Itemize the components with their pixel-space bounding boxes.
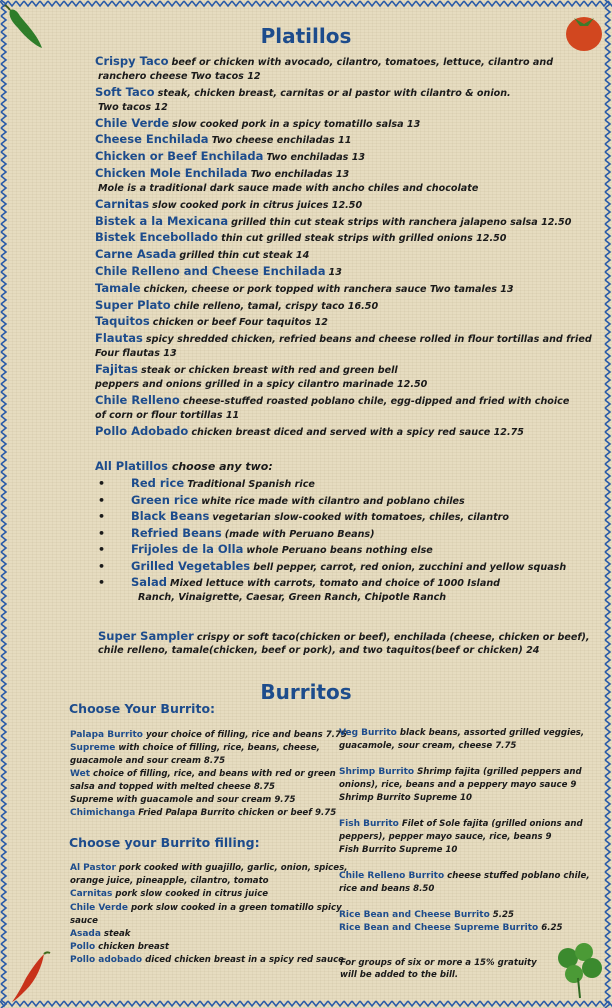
platillo-name: Pollo Adobado (95, 423, 189, 438)
burrito-specialty (339, 831, 552, 843)
side-name: Black Beans (131, 509, 210, 523)
platillo-desc: steak or chicken breast with red and green bell (141, 365, 398, 376)
side-desc: (made with Peruano Beans) (224, 528, 375, 540)
platillo-desc2: Two tacos 12 (98, 101, 168, 113)
platillo-name: Soft Taco (95, 84, 155, 99)
platillo-desc: chicken or beef Four taquitos 12 (152, 317, 328, 329)
top-border (0, 0, 612, 8)
platillo-name: Taquitos (95, 314, 150, 329)
burrito-filling (70, 941, 169, 953)
burrito-specialty (339, 792, 472, 804)
choose-filling-heading: Choose your Burrito filling: (69, 835, 260, 850)
burrito-specialty-desc: Fish Burrito Supreme 10 (339, 845, 458, 855)
platillos-title: Platillos (260, 24, 352, 48)
burrito-specialty (339, 727, 584, 739)
platillo-desc: grilled thin cut steak 14 (179, 250, 310, 262)
platillo-name: Chile Relleno (95, 392, 180, 407)
burrito-option-desc: salsa and topped with melted cheese 8.75 (70, 782, 276, 792)
burrito-option (70, 781, 275, 793)
burrito-specialty-desc: 6.25 (538, 923, 563, 933)
platillo-desc: slow cooked pork in a spicy tomatillo salsa 13 (172, 118, 421, 130)
platillo-name: Crispy Taco (95, 54, 169, 68)
side-item (131, 510, 509, 524)
burrito-specialty-name: Chile Relleno Burrito (339, 871, 445, 881)
platillo-desc: Two enchiladas 13 (250, 169, 350, 180)
platillo-desc: grilled thin cut steak strips with ranchera jalapeno salsa 12.50 (231, 216, 572, 228)
red-chile-icon (8, 950, 52, 1006)
platillo-name: Flautas (95, 331, 143, 346)
burrito-filling (70, 915, 98, 927)
bullet-icon: • (98, 543, 106, 556)
platillo-name: Cheese Enchilada (95, 132, 209, 147)
platillo-item (95, 133, 351, 147)
burrito-filling (70, 862, 348, 874)
platillo-name: Chicken or Beef Enchilada (95, 149, 264, 164)
burrito-filling-desc: steak (100, 929, 131, 939)
burrito-option (70, 729, 347, 741)
burrito-specialty-desc: black beans, assorted grilled veggies, (396, 728, 585, 738)
burrito-specialty (339, 870, 590, 882)
burrito-filling-name: Asada (70, 929, 101, 939)
side-name: Green rice (131, 492, 199, 507)
platillo-item (95, 150, 365, 164)
burrito-specialty-name: Rice Bean and Cheese Supreme Burrito (339, 923, 539, 933)
side-desc-line2 (138, 591, 446, 604)
choose-burrito-heading: Choose Your Burrito: (69, 701, 216, 716)
burrito-filling-desc: pork cooked with guajillo, garlic, onion, spices, (115, 863, 348, 873)
burrito-specialty (339, 883, 434, 895)
burrito-specialty (339, 779, 576, 791)
burrito-option-name: Chimichanga (70, 808, 136, 818)
burrito-option-desc: Fried Palapa Burrito chicken or beef 9.75 (135, 808, 337, 818)
bottom-border (0, 1000, 612, 1008)
platillo-desc-line2 (98, 182, 478, 195)
burrito-filling (70, 902, 342, 914)
burrito-filling-name: Pollo adobado (70, 955, 143, 966)
super-sampler: Super Sampler crispy or soft taco(chicken or beef), enchilada (cheese, chicken or beef), (98, 629, 590, 643)
platillo-item (95, 282, 514, 296)
right-border (604, 0, 612, 1008)
burrito-specialty-desc: Shrimp Burrito Supreme 10 (339, 793, 472, 803)
burrito-filling-desc: diced chicken breast in a spicy red sauce (142, 955, 345, 966)
cilantro-icon (548, 938, 608, 1000)
burrito-option-name: Supreme (70, 743, 116, 753)
side-item (131, 560, 566, 574)
platillo-desc: chile relleno, tamal, crispy taco 16.50 (173, 300, 379, 312)
side-desc: whole Peruano beans nothing else (246, 545, 433, 556)
platillo-item (95, 299, 378, 313)
burrito-specialty-desc: 5.25 (489, 910, 514, 920)
side-name: Refried Beans (131, 525, 222, 540)
left-border (0, 0, 8, 1008)
platillo-item (95, 332, 592, 346)
platillo-desc: Two enchiladas 13 (266, 152, 366, 164)
platillo-item (95, 425, 524, 439)
platillo-desc: thin cut grilled steak strips with grilled onions 12.50 (221, 233, 507, 245)
platillo-desc-line2 (95, 347, 177, 360)
side-desc: white rice made with cilantro and poblano chiles (201, 495, 465, 507)
platillo-desc: spicy shredded chicken, refried beans and cheese rolled in flour tortillas and fried (145, 334, 592, 346)
burrito-specialty-name: Shrimp Burrito (339, 767, 415, 777)
platillo-item (95, 55, 553, 69)
platillo-desc: 13 (328, 267, 342, 278)
platillo-desc2: peppers and onions grilled in a spicy cilantro marinade 12.50 (95, 378, 428, 390)
platillo-desc-line2 (95, 378, 427, 391)
burrito-specialty-desc: onions), rice, beans and a peppery mayo sauce 9 (339, 780, 577, 790)
side-name: Red rice (131, 476, 185, 490)
burrito-option (70, 807, 336, 819)
platillo-desc2: ranchero cheese Two tacos 12 (98, 70, 261, 82)
platillo-desc-line2 (98, 101, 168, 114)
burritos-title: Burritos (260, 680, 352, 704)
side-desc: bell pepper, carrot, red onion, zucchini and yellow squash (253, 561, 567, 573)
platillo-desc: cheese-stuffed roasted poblano chile, egg-dipped and fried with choice (182, 395, 570, 407)
platillo-desc: Two cheese enchiladas 11 (211, 135, 352, 147)
gratuity-note: For groups of six or more a 15% gratuity (340, 958, 537, 968)
platillo-item (95, 198, 362, 212)
burrito-specialty-name: Veg Burrito (339, 728, 397, 738)
platillo-item (95, 117, 420, 131)
side-item (131, 477, 315, 491)
burrito-filling-name: Al Pastor (70, 863, 116, 873)
burrito-specialty-desc: Filet of Sole fajita (grilled onions and (398, 819, 583, 829)
burrito-specialty (339, 818, 583, 830)
platillo-item (95, 363, 398, 377)
burrito-filling-name: Carnitas (70, 889, 113, 900)
platillo-desc2: Four flautas 13 (95, 348, 177, 359)
burrito-filling-desc: chicken breast (95, 942, 169, 953)
burrito-specialty-desc: guacamole, sour cream, cheese 7.75 (339, 741, 517, 751)
platillo-item (95, 265, 342, 279)
burrito-option-name: Wet (70, 769, 91, 779)
side-item (131, 494, 465, 508)
burrito-specialty (339, 844, 457, 856)
burrito-filling-desc: pork slow cooked in a green tomatillo spicy (127, 902, 342, 913)
platillo-item (95, 315, 328, 329)
gratuity-note-line2: will be added to the bill. (340, 970, 459, 980)
platillo-desc: chicken, cheese or pork topped with ranchera sauce Two tamales 13 (143, 283, 514, 295)
platillo-name: Carne Asada (95, 247, 177, 262)
burrito-specialty (339, 909, 514, 921)
burrito-filling (70, 888, 268, 900)
platillo-name: Fajitas (95, 362, 138, 376)
burrito-option (70, 794, 296, 806)
side-item (131, 576, 500, 590)
burrito-option-desc: your choice of filling, rice and beans 7.75 (142, 730, 347, 740)
platillo-item (95, 215, 571, 229)
platillo-item (95, 167, 349, 181)
bullet-icon: • (98, 493, 106, 507)
burrito-filling-desc: pork slow cooked in citrus juice (112, 889, 269, 900)
bullet-icon: • (98, 526, 106, 540)
platillo-desc2: Mole is a traditional dark sauce made with ancho chiles and chocolate (98, 182, 479, 194)
burrito-filling (70, 928, 130, 940)
platillo-name: Tamale (95, 280, 141, 295)
super-sampler-line2: chile relleno, tamale(chicken, beef or pork), and two taquitos(beef or chicken) 24 (98, 645, 540, 656)
side-desc: Traditional Spanish rice (187, 479, 315, 490)
platillo-name: Bistek Encebollado (95, 230, 219, 245)
burrito-specialty-desc: peppers), pepper mayo sauce, rice, beans 9 (339, 832, 552, 842)
bullet-icon: • (98, 576, 106, 589)
burrito-option-desc: Supreme with guacamole and sour cream 9.75 (70, 795, 296, 805)
bullet-icon: • (98, 477, 106, 490)
burrito-specialty-desc: Shrimp fajita (grilled peppers and (414, 767, 582, 777)
sides-header: All Platillos choose any two: (95, 459, 273, 473)
burrito-specialty (339, 740, 516, 752)
bullet-icon: • (98, 510, 106, 523)
platillo-desc: steak, chicken breast, carnitas or al pastor with cilantro & onion. (157, 87, 511, 99)
side-desc2: Ranch, Vinaigrette, Caesar, Green Ranch, Chipotle Ranch (138, 591, 447, 603)
side-item (131, 543, 433, 557)
burrito-specialty (339, 922, 562, 934)
burrito-specialty-desc: rice and beans 8.50 (339, 884, 435, 894)
platillo-item (95, 231, 506, 245)
burrito-option-desc: choice of filling, rice, and beans with red or green (90, 769, 336, 779)
platillo-desc: beef or chicken with avocado, cilantro, tomatoes, lettuce, cilantro and (171, 57, 554, 68)
burrito-filling (70, 875, 269, 887)
burrito-option (70, 755, 225, 767)
side-name: Grilled Vegetables (131, 558, 251, 573)
burrito-option-name: Palapa Burrito (70, 730, 143, 740)
burrito-filling-desc: sauce (70, 915, 98, 926)
burrito-option (70, 768, 336, 780)
side-desc: vegetarian slow-cooked with tomatoes, chiles, cilantro (212, 512, 509, 523)
platillo-name: Chicken Mole Enchilada (95, 166, 248, 180)
platillo-name: Chile Relleno and Cheese Enchilada (95, 264, 326, 278)
burrito-specialty-name: Fish Burrito (339, 819, 399, 829)
burrito-option (70, 742, 320, 754)
bullet-icon: • (98, 559, 106, 573)
platillo-desc: slow cooked pork in citrus juices 12.50 (152, 199, 363, 211)
platillo-name: Bistek a la Mexicana (95, 213, 229, 228)
side-item (131, 527, 375, 541)
platillo-desc: chicken breast diced and served with a spicy red sauce 12.75 (191, 426, 524, 438)
burrito-specialty (339, 766, 582, 778)
burrito-option-desc: guacamole and sour cream 8.75 (70, 756, 226, 766)
burrito-filling (70, 954, 344, 966)
platillo-name: Carnitas (95, 196, 150, 211)
red-tomato-icon (560, 6, 608, 54)
burrito-specialty-name: Rice Bean and Cheese Burrito (339, 910, 490, 920)
green-chile-icon (4, 4, 48, 54)
platillo-desc-line2 (98, 70, 261, 83)
side-desc: Mixed lettuce with carrots, tomato and choice of 1000 Island (170, 578, 501, 589)
platillo-item (95, 394, 569, 408)
burrito-option-desc: with choice of filling, rice, beans, cheese, (115, 743, 320, 753)
burrito-filling-name: Chile Verde (70, 902, 128, 913)
burrito-filling-desc: orange juice, pineapple, cilantro, tomato (70, 876, 269, 887)
burrito-specialty-desc: cheese stuffed poblano chile, (444, 871, 590, 881)
platillo-name: Chile Verde (95, 115, 170, 130)
burrito-filling-name: Pollo (70, 942, 96, 953)
platillo-item (95, 248, 309, 262)
platillo-desc-line2 (95, 409, 239, 422)
side-name: Frijoles de la Olla (131, 542, 244, 556)
platillo-desc2: of corn or flour tortillas 11 (95, 409, 240, 421)
side-name: Salad (131, 575, 167, 589)
platillo-item (95, 86, 511, 100)
platillo-name: Super Plato (95, 297, 171, 312)
